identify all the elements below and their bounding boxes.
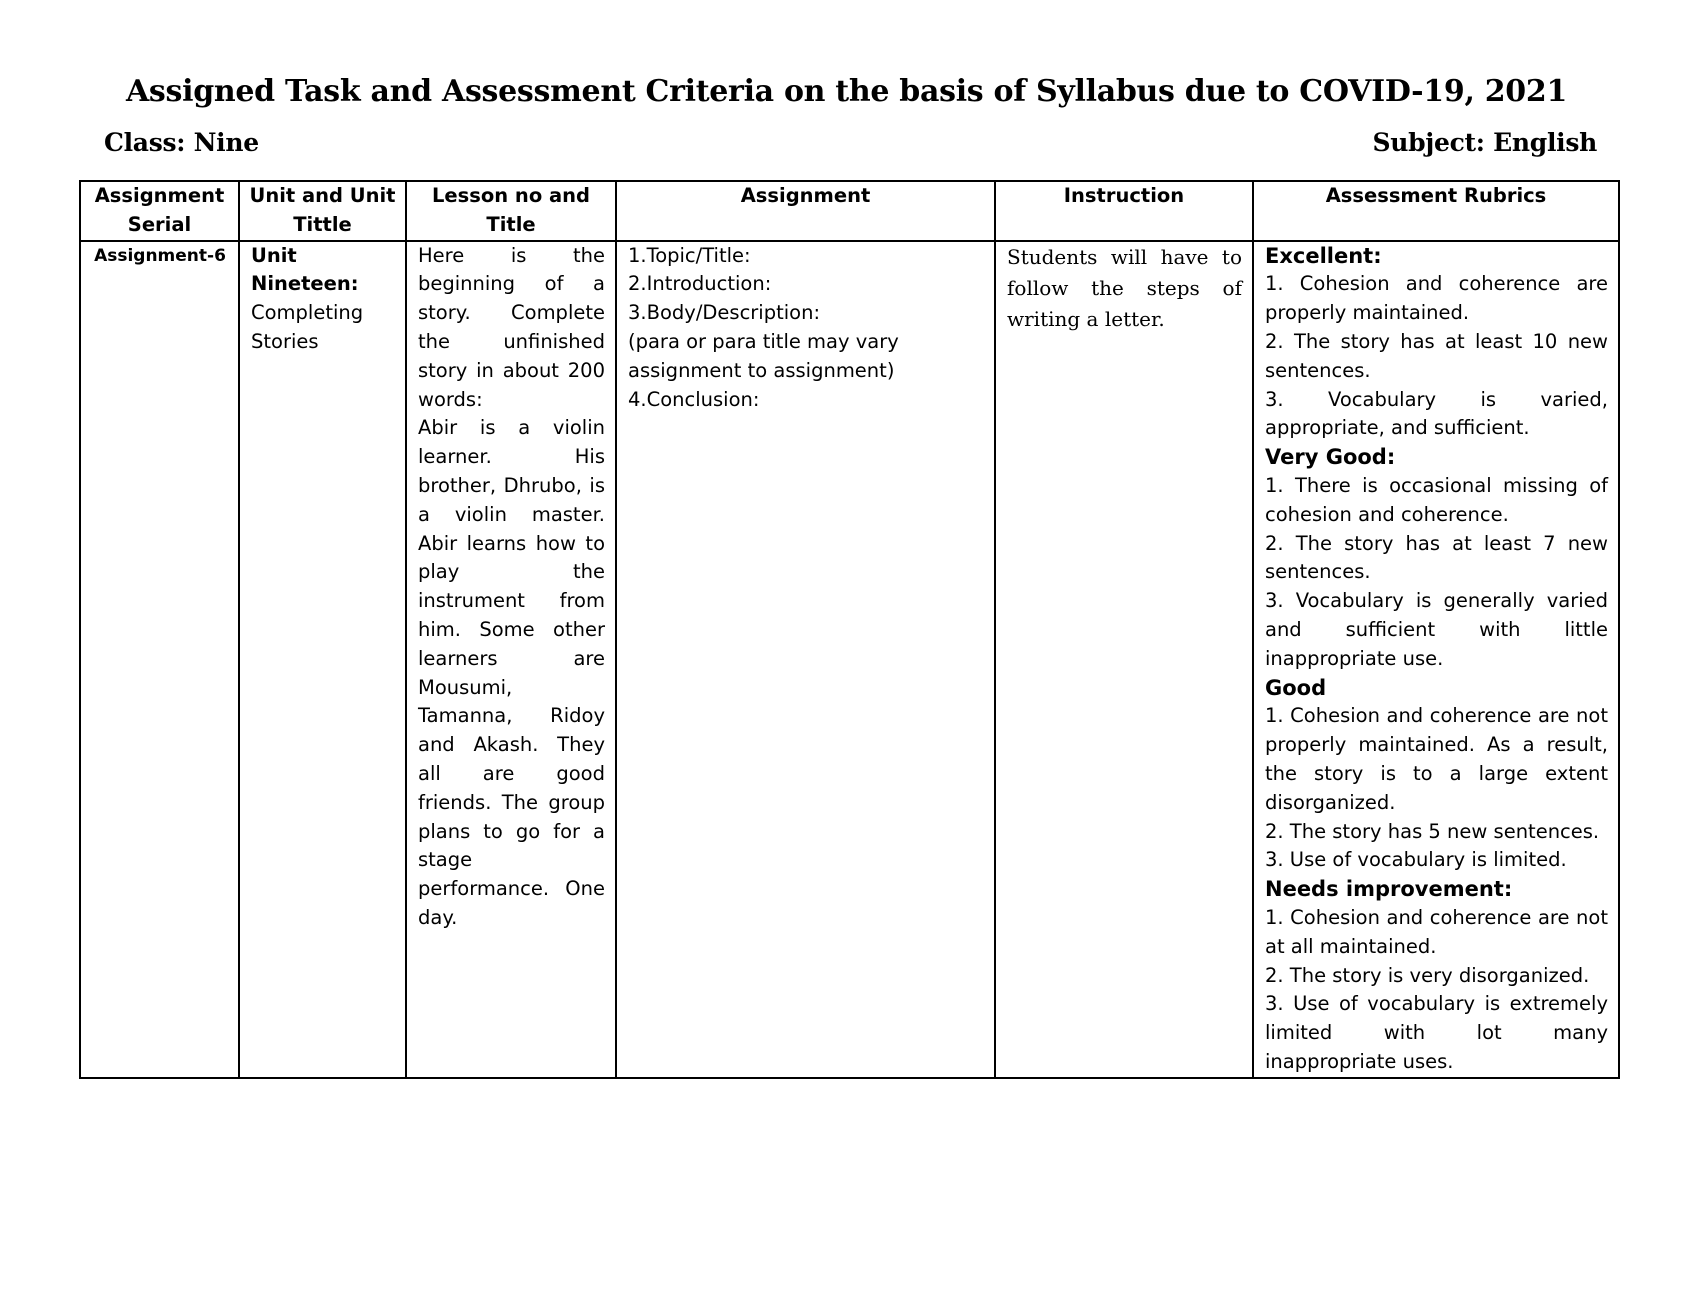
rubric-item: 1. There is occasional missing of cohesion and coherence. [1265,473,1608,526]
rubric-level-excellent: Excellent: [1265,243,1382,268]
lesson-story: Abir is a violin learner. His brother, Dhrubo, is a violin master. Abir learns how to play the instrument from him. Some other learners are Mousumi, Tamanna, Ridoy and Akash. They all are good friends. The group plans to go for a stage performance. One day. [418,416,605,929]
rubric-item: 3. Use of vocabulary is limited. [1265,848,1567,872]
rubric-level-good: Good [1265,675,1327,700]
column-header-serial: Assignment Serial [80,181,239,241]
rubric-item: 2. The story has at least 10 new sentences. [1265,329,1608,382]
column-header-unit: Unit and Unit Tittle [239,181,406,241]
serial-cell: Assignment-6 [80,241,239,1078]
unit-title: Completing Stories [251,301,364,353]
assignment-step: 2.Introduction: [628,272,772,296]
unit-heading: Unit Nineteen: [251,243,359,296]
rubrics-cell [1253,241,1619,1078]
table-header-row [80,181,1619,241]
rubric-item: 1. Cohesion and coherence are not properly maintained. As a result, the story is to a large extent disorganized. [1265,704,1608,814]
lesson-prompt: Here is the beginning of a story. Complete the unfinished story in about 200 words: [418,243,605,411]
assignment-cell [616,241,995,1078]
rubric-item: 3. Vocabulary is varied, appropriate, and sufficient. [1265,387,1608,440]
rubric-item: 2. The story has at least 7 new sentences. [1265,531,1608,584]
rubric-level-needs-improvement: Needs improvement: [1265,877,1513,902]
rubric-item: 2. The story is very disorganized. [1265,963,1590,987]
column-header-instruction: Instruction [995,181,1253,241]
subject-label: Subject: English [1372,128,1597,157]
rubric-item: 3. Use of vocabulary is extremely limited with lot many inappropriate uses. [1265,992,1608,1073]
assignment-step: 1.Topic/Title: [628,243,751,267]
column-header-rubrics: Assessment Rubrics [1253,181,1619,241]
page-title: Assigned Task and Assessment Criteria on the basis of Syllabus due to COVID-19, 2021 [125,74,1568,109]
column-header-assignment: Assignment [616,181,995,241]
rubric-item: 2. The story has 5 new sentences. [1265,819,1600,843]
unit-cell [239,241,406,1078]
table-row [80,241,1619,1078]
rubric-level-very-good: Very Good: [1265,445,1396,470]
assignment-note: assignment to assignment) [628,358,895,382]
rubric-item: 1. Cohesion and coherence are properly maintained. [1265,272,1608,325]
instruction-cell: Students will have to follow the steps of writing a letter. [995,241,1253,1078]
assignment-step: 4.Conclusion: [628,387,760,411]
rubric-item: 3. Vocabulary is generally varied and sufficient with little inappropriate use. [1265,589,1608,670]
lesson-cell [406,241,616,1078]
assignment-step: 3.Body/Description: [628,301,821,325]
assignment-table [79,180,1620,1079]
assignment-note: (para or para title may vary [628,329,899,353]
rubric-item: 1. Cohesion and coherence are not at all maintained. [1265,905,1608,958]
class-label: Class: Nine [104,128,259,157]
column-header-lesson: Lesson no and Title [406,181,616,241]
